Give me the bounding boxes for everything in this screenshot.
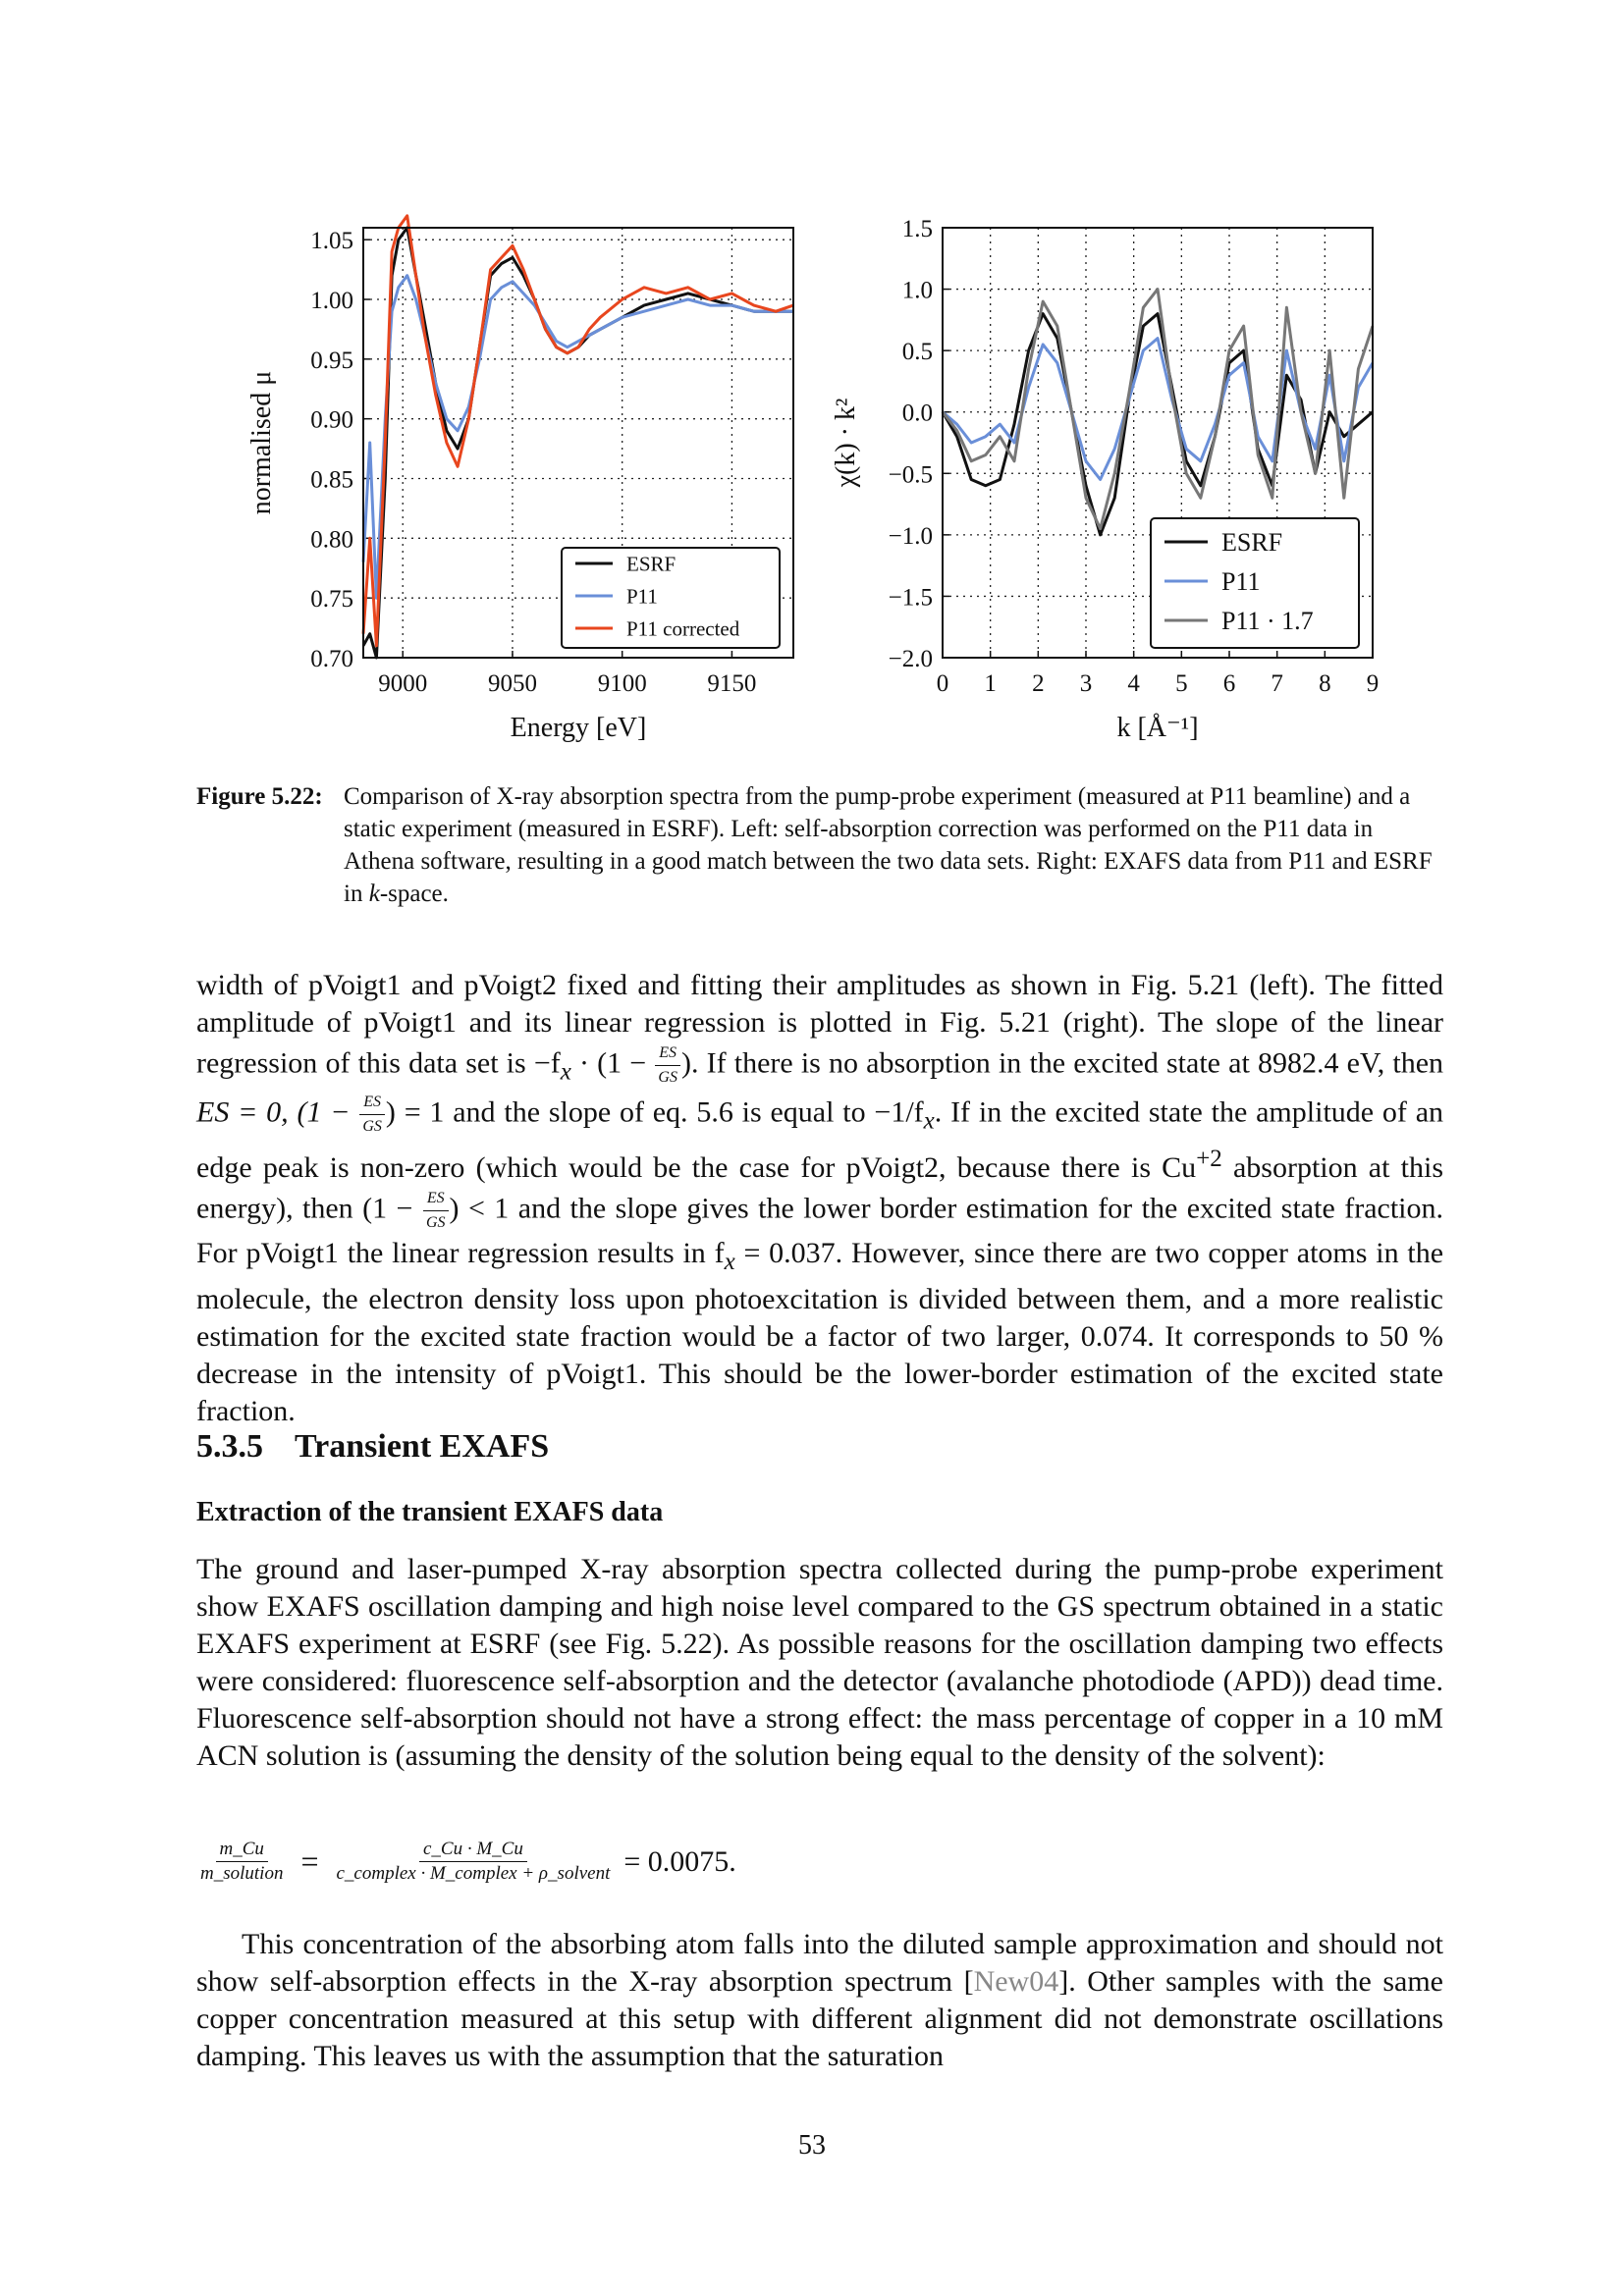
left-ytick: 0.95 [310, 347, 353, 374]
left-xtick: 9150 [707, 670, 757, 697]
right-xtick: 0 [936, 670, 949, 697]
right-xtick: 3 [1079, 670, 1093, 697]
paragraph-concentration: This concentration of the absorbing atom falls into the diluted sample approximation and should not show self-absorption effects in the X-ray absorption spectrum [New04]. Other samples with the same copper concentration measured at this setup with different alignment did not demonstrate oscillations damping. This leaves us with the assumption that the saturation [196, 1928, 1443, 2072]
right-xtick: 1 [984, 670, 997, 697]
right-series-line [943, 314, 1373, 535]
left-chart [246, 216, 793, 743]
right-legend-label: P11 · 1.7 [1221, 607, 1314, 636]
left-xtick: 9100 [597, 670, 647, 697]
left-ytick: 1.05 [310, 228, 353, 255]
paragraph-pvoigt: width of pVoigt1 and pVoigt2 fixed and fitting their amplitudes as shown in Fig. 5.21 (left). The fitted amplitude of pVoigt1 and its linear regression is plotted in Fig. 5.21 (right). The slope of the linear regression of this data set is $-f_x \cdot (1$ − $\frac{ES}{GS}$ ). If there is no absorption in the excited state at 8982.4 eV, then ES = 0, (1 − $\frac{ES}{GS}$ ) = 1 and the slope of eq. 5.6 is equal to $-1/f_x$. If in the excited state the amplitude of an edge peak is non-zero (which would be the case for pVoigt2, because there is $Cu^{+2}$ absorption at this energy), then (1 − $\frac{ES}{GS}$ ) < 1 and the slope gives the lower border estimation for the excited state fraction. For pVoigt1 the linear regression results in $f_x = 0.037$. However, since there are two copper atoms in the molecule, the electron density loss upon photoexcitation is divided between them, and a more realistic estimation for the excited state fraction would be a factor of two larger, 0.074. It corresponds to 50 % decrease in the intensity of pVoigt1. This should be the lower-border estimation of the excited state fraction. [196, 969, 1444, 1427]
figure-5-22 [0, 0, 1624, 766]
left-ylabel: normalised μ [246, 370, 277, 515]
right-chart [831, 216, 1379, 743]
left-ytick: 1.00 [310, 288, 353, 314]
left-legend-label: ESRF [626, 552, 677, 576]
left-ytick: 0.80 [310, 526, 353, 554]
page-number: 53 [798, 2130, 826, 2161]
section-heading: 5.3.5 Transient EXAFS [196, 1428, 550, 1465]
right-xtick: 2 [1032, 670, 1045, 697]
right-xtick: 5 [1175, 670, 1188, 697]
subsection-heading: Extraction of the transient EXAFS data [196, 1497, 664, 1527]
left-xtick: 9000 [378, 670, 428, 697]
right-series-line [943, 339, 1373, 480]
left-legend-label: P11 [626, 584, 658, 609]
right-series-line [943, 290, 1373, 529]
right-ytick: −0.5 [888, 461, 933, 489]
caption-text: Comparison of X-ray absorption spectra from the pump-probe experiment (measured at P11 beamline) and a static experiment (measured in ESRF). Left: self-absorption correction was performed on the P11 data in Athena software, resulting in a good match between the two data sets. Right: EXAFS data from P11 and ESRF in k-space. [344, 783, 1433, 907]
paragraph-exafs: The ground and laser-pumped X-ray absorption spectra collected during the pump-probe experiment show EXAFS oscillation damping and high noise level compared to the GS spectrum obtained in a static EXAFS experiment at ESRF (see Fig. 5.22). As possible reasons for the oscillation damping two effects were considered: fluorescence self-absorption and the detector (avalanche photodiode (APD)) dead time. Fluorescence self-absorption should not have a strong effect: the mass percentage of copper in a 10 mM ACN solution is (assuming the density of the solution being equal to the density of the solvent): [196, 1553, 1443, 1772]
right-ytick: −2.0 [888, 646, 933, 672]
left-ytick: 0.90 [310, 406, 353, 434]
equation: $\frac{m\_Cu}{\text{m\_solution}}$ = $\frac{c\_Cu \cdot M\_Cu}{\text{c\_complex · M\_complex + ρ\_solvent}}$ = 0.0075. [200, 1839, 736, 1884]
right-ytick: 1.5 [901, 216, 933, 242]
left-legend-label: P11 corrected [626, 616, 740, 641]
right-legend-label: P11 [1221, 567, 1261, 597]
left-xlabel: Energy [eV] [510, 713, 647, 743]
right-ytick: 0.5 [901, 339, 933, 366]
left-xtick: 9050 [487, 670, 537, 697]
right-ytick: 0.0 [901, 400, 933, 427]
right-ylabel: χ(k) · k² [831, 398, 861, 488]
figure-caption [196, 780, 1443, 910]
right-ytick: −1.5 [888, 584, 933, 612]
right-xtick: 8 [1319, 670, 1331, 697]
citation-link[interactable]: New04 [973, 1965, 1059, 1998]
right-xtick: 7 [1271, 670, 1283, 697]
figure-svg [0, 0, 1624, 766]
right-xtick: 9 [1366, 670, 1380, 697]
left-ytick: 0.85 [310, 466, 353, 494]
right-ytick: −1.0 [888, 522, 933, 550]
right-xlabel: k [Å⁻¹] [1116, 713, 1199, 743]
caption-label: Figure 5.22: [196, 783, 323, 810]
right-ytick: 1.0 [901, 277, 933, 304]
right-xtick: 6 [1222, 670, 1236, 697]
right-xtick: 4 [1127, 670, 1140, 697]
left-ytick: 0.70 [310, 646, 353, 672]
right-legend-label: ESRF [1221, 528, 1283, 558]
left-ytick: 0.75 [310, 586, 353, 614]
